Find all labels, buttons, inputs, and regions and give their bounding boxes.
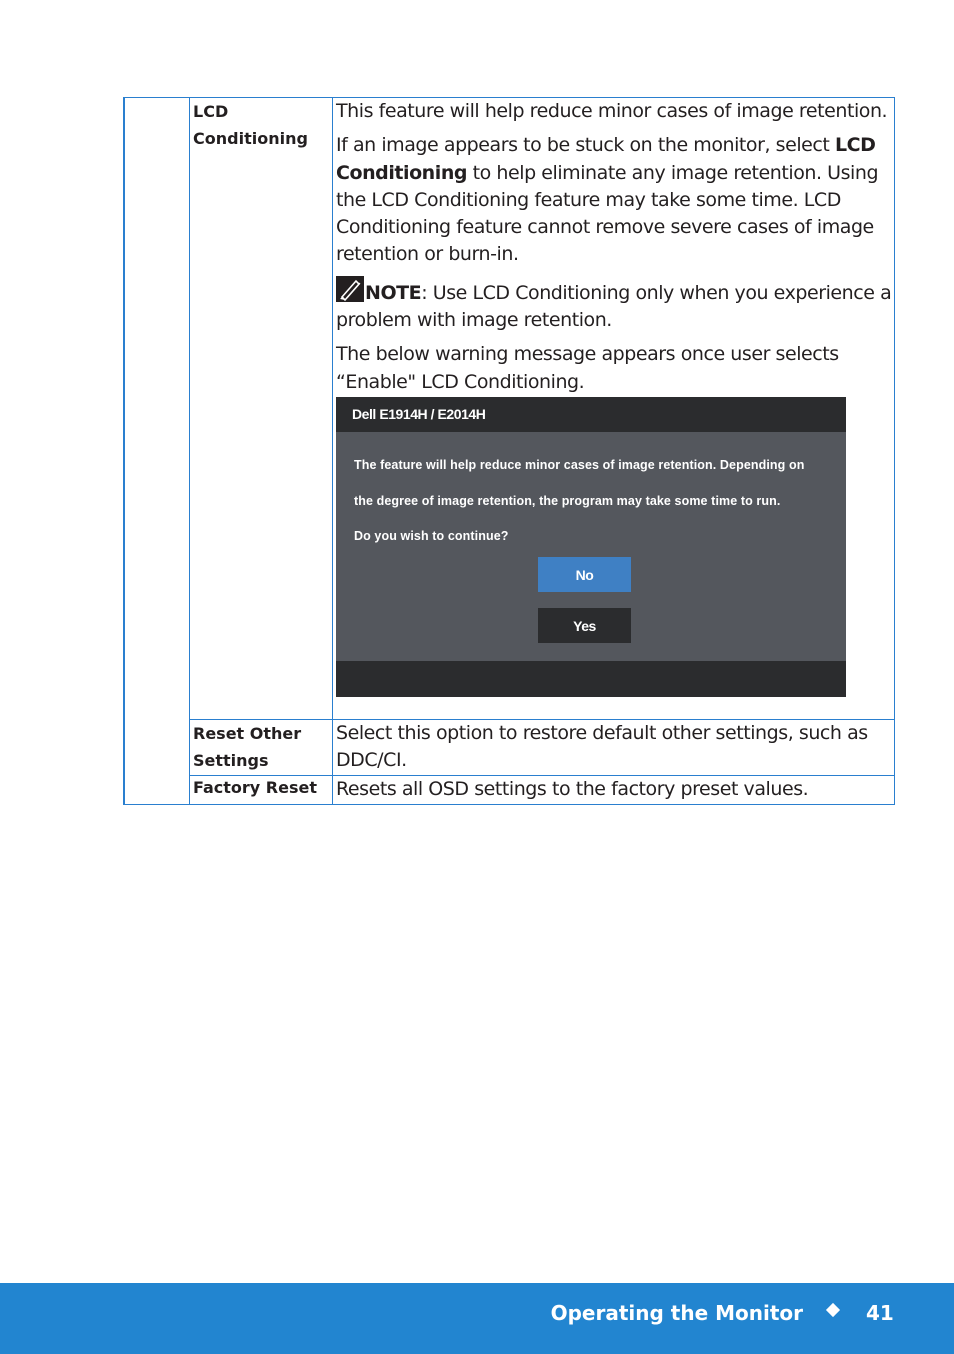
note-text: NOTE: Use LCD Conditioning only when you experience a problem with image retention. <box>336 276 894 335</box>
osd-settings-table <box>123 97 895 805</box>
note-pencil-icon <box>336 276 364 302</box>
row-label-reset-other-settings <box>190 720 332 774</box>
osd-message-line: The feature will help reduce minor cases of image retention. Depending on <box>354 457 805 472</box>
section-title: Operating the Monitor <box>550 1301 803 1325</box>
label-line: Conditioning <box>193 129 308 148</box>
warning-intro-text: The below warning message appears once user selects “Enable" LCD Conditioning. <box>336 343 839 393</box>
table-row <box>124 720 895 776</box>
label-line: Settings <box>193 751 269 770</box>
osd-warning-dialog <box>336 397 846 697</box>
lcd-usage-text: If an image appears to be stuck on the monitor, select LCD Conditioning to help eliminate any image retention. Using the LCD Conditioning feature may take some time. LCD Conditioning feature cannot remove severe cases of image retention or burn-in. <box>336 134 879 266</box>
label-line: LCD <box>193 102 229 121</box>
description-cell <box>333 98 895 720</box>
osd-footer-bar <box>336 661 846 697</box>
factory-reset-description: Resets all OSD settings to the factory preset values. <box>336 777 809 800</box>
yes-button[interactable]: Yes <box>538 608 631 643</box>
row-label-factory-reset: Factory Reset <box>193 777 317 797</box>
table-row <box>124 98 895 720</box>
lcd-intro-text: This feature will help reduce minor cases of image retention. <box>336 100 888 122</box>
description-cell <box>333 720 895 776</box>
table-row <box>124 775 895 804</box>
label-line: Reset Other <box>193 724 302 743</box>
label-cell <box>190 775 333 804</box>
description-cell <box>333 775 895 804</box>
page-number: 41 <box>866 1301 894 1325</box>
row-label-lcd-conditioning <box>190 98 332 152</box>
osd-dialog-title: Dell E1914H / E2014H <box>336 397 846 432</box>
reset-other-description: Select this option to restore default other settings, such as DDC/CI. <box>336 722 868 772</box>
osd-message-line: the degree of image retention, the program may take some time to run. <box>354 493 781 508</box>
menu-spacer-cell <box>124 98 190 805</box>
label-cell <box>190 720 333 776</box>
osd-question: Do you wish to continue? <box>354 528 509 543</box>
no-button[interactable]: No <box>538 557 631 592</box>
label-cell <box>190 98 333 720</box>
page-footer <box>0 1283 954 1354</box>
